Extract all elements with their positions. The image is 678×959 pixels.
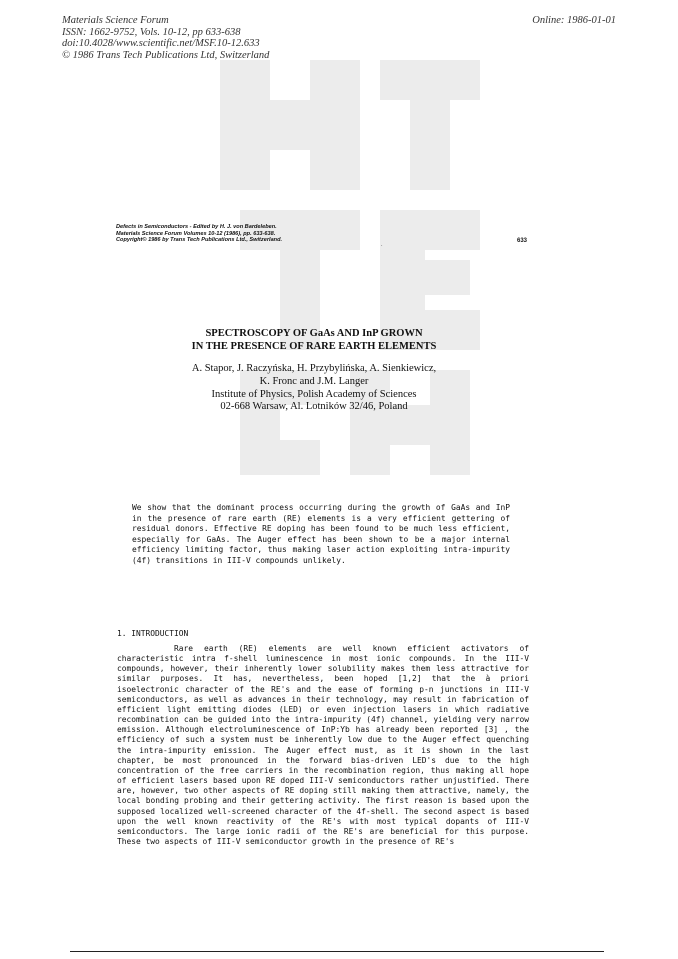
affiliation-line-2: 02-668 Warsaw, Al. Lotników 32/46, Poland (220, 401, 408, 413)
page-number: 633 (517, 238, 528, 244)
section-heading: 1. INTRODUCTION (117, 629, 189, 638)
header-line-copyright: Copyright© 1986 by Trans Tech Publications Ltd., Switzerland. (116, 237, 283, 244)
stray-mark: . (381, 242, 383, 248)
header-line-editor: Defects in Semiconductors - Edited by H. J. von Bardeleben. (116, 224, 277, 230)
paper-title (0, 327, 628, 353)
abstract: We show that the dominant process occurring during the growth of GaAs and InP in the presence of rare earth (RE) elements is a very efficient gettering of residual donors. Effective RE doping has been found to be much less efficient, especially for GaAs. The Auger effect has been shown to be a major internal efficiency limiting factor, thus making laser action exploiting intra-impurity (4f) transitions in III-V compounds unlikely. (132, 503, 510, 565)
authors-line-2: K. Fronc and J.M. Langer (259, 375, 369, 387)
issn-line: ISSN: 1662-9752, Vols. 10-12, pp 633-638 (62, 26, 241, 38)
copyright-line: © 1986 Trans Tech Publications Ltd, Switzerland (62, 49, 270, 61)
authors-line-1: A. Stapor, J. Raczyńska, H. Przybylińska, A. Sienkiewicz, (191, 363, 437, 374)
affiliation-line-1: Institute of Physics, Polish Academy of Sciences (211, 388, 417, 400)
online-date: Online: 1986-01-01 (532, 15, 616, 26)
header-line-volume: Materials Science Forum Volumes 10-12 (1986), pp. 633-638. (116, 230, 276, 237)
publication-metadata (62, 15, 269, 61)
title-line-2: IN THE PRESENCE OF RARE EARTH ELEMENTS (191, 341, 437, 352)
bottom-rule (70, 951, 604, 952)
title-line-1: SPECTROSCOPY OF GaAs AND InP GROWN (205, 328, 423, 339)
publisher-watermark-icon (200, 60, 500, 480)
section-body (117, 644, 529, 847)
body-paragraph: Rare earth (RE) elements are well known efficient activators of characteristic intra f-shell luminescence in most ionic compounds. In the III-V compounds, however, their inherently lower solubility makes them less attractive for similar purposes. It has, nevertheless, been hoped [1,2] that the à priori isoelectronic character of the RE's and the ease of forming p-n junctions in III-V semiconductors, as well as advances in their technology, may result in fabrication of efficient light emitting diodes (LED) or even injection lasers in which radiative recombination can be guided into the intra-impurity (4f) channel, yielding very narrow emission. Although electroluminescence of InP:Yb has already been reported [3] , the efficiency of such a system must be inherently low due to the Auger effect quenching the intra-impurity emission. The Auger effect must, as it is shown in the last chapter, be most pronounced in the forward bias-driven LED's due to the high concentration of the free carriers in the recombination region, thus making all hope of efficient lasers based upon RE doped III-V semiconductors rather unjustified. There are, however, two other aspects of RE doping still making them attractive, namely, the local bonding probing and their gettering activity. The first reason is based upon the supposed localized well-screened character of the 4f-shell. The second aspect is based upon the well known reactivity of the RE's with most typical dopants of III-V semiconductors. The large ionic radii of the RE's are beneficial for this purpose. These two aspects of III-V semiconductor growth in the presence of RE's (117, 644, 529, 846)
journal-name: Materials Science Forum (62, 15, 169, 26)
author-block (0, 363, 628, 414)
running-header (116, 224, 282, 244)
doi-link[interactable]: doi:10.4028/www.scientific.net/MSF.10-12.633 (62, 38, 260, 49)
